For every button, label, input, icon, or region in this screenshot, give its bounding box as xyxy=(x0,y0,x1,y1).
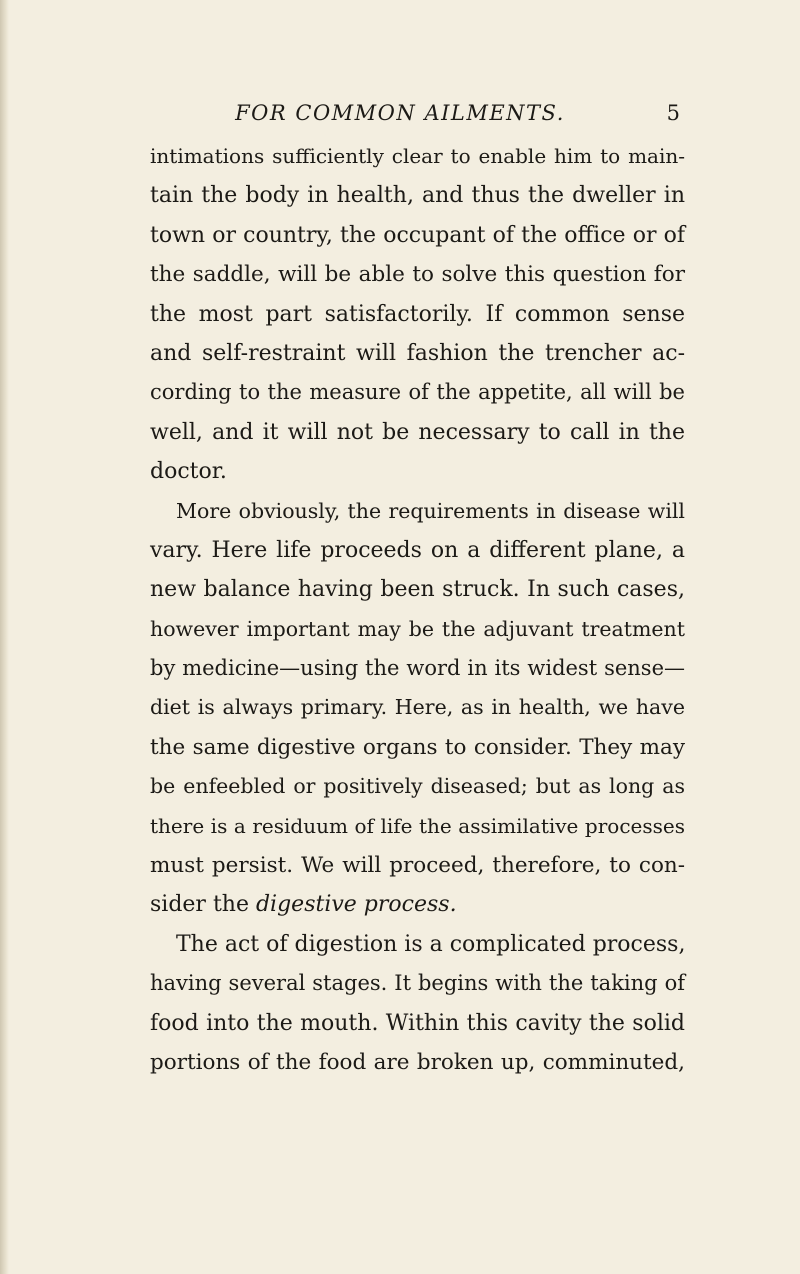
text-line: intimations sufficiently clear to enable him to main- xyxy=(150,144,685,168)
text-line: vary. Here life proceeds on a different plane, a xyxy=(150,537,685,563)
text-line: having several stages. It begins with the taking of xyxy=(150,971,685,996)
text-line: the most part satisfactorily. If common sense xyxy=(150,301,685,327)
text-line: The act of digestion is a complicated process, xyxy=(176,931,686,957)
text-line: be enfeebled or positively diseased; but as long as xyxy=(150,774,685,799)
text-line xyxy=(150,885,685,924)
text-line-start: sider the xyxy=(150,892,256,918)
text-line: More obviously, the requirements in disease will xyxy=(176,498,685,523)
text-line: however important may be the adjuvant treatment xyxy=(150,616,685,641)
text-line: doctor. xyxy=(150,459,227,485)
text-line: and self-restraint will fashion the trencher ac- xyxy=(150,340,685,366)
text-line: must persist. We will proceed, therefore, to con- xyxy=(150,853,685,879)
text-line: cording to the measure of the appetite, all will be xyxy=(150,380,685,405)
text-line: the saddle, will be able to solve this question for xyxy=(150,262,685,288)
text-line: diet is always primary. Here, as in health, we have xyxy=(150,695,685,720)
text-line: town or country, the occupant of the office or of xyxy=(150,222,685,248)
body-text xyxy=(150,137,685,1082)
text-line: tain the body in health, and thus the dweller in xyxy=(150,183,685,209)
text-line: the same digestive organs to consider. They may xyxy=(150,734,685,760)
text-line: there is a residuum of life the assimilative processes xyxy=(150,813,685,838)
running-title: FOR COMMON AILMENTS. xyxy=(235,101,565,125)
text-line: well, and it will not be necessary to call in the xyxy=(150,419,685,445)
text-line: food into the mouth. Within this cavity the solid xyxy=(150,1010,685,1036)
italic-phrase: digestive process. xyxy=(255,892,457,918)
page-number: 5 xyxy=(666,101,680,125)
page-binding-edge xyxy=(0,0,9,1274)
text-line: new balance having been struck. In such cases, xyxy=(150,577,685,603)
text-line: by medicine—using the word in its widest sense— xyxy=(150,656,685,681)
text-line: portions of the food are broken up, comminuted, xyxy=(150,1049,685,1075)
